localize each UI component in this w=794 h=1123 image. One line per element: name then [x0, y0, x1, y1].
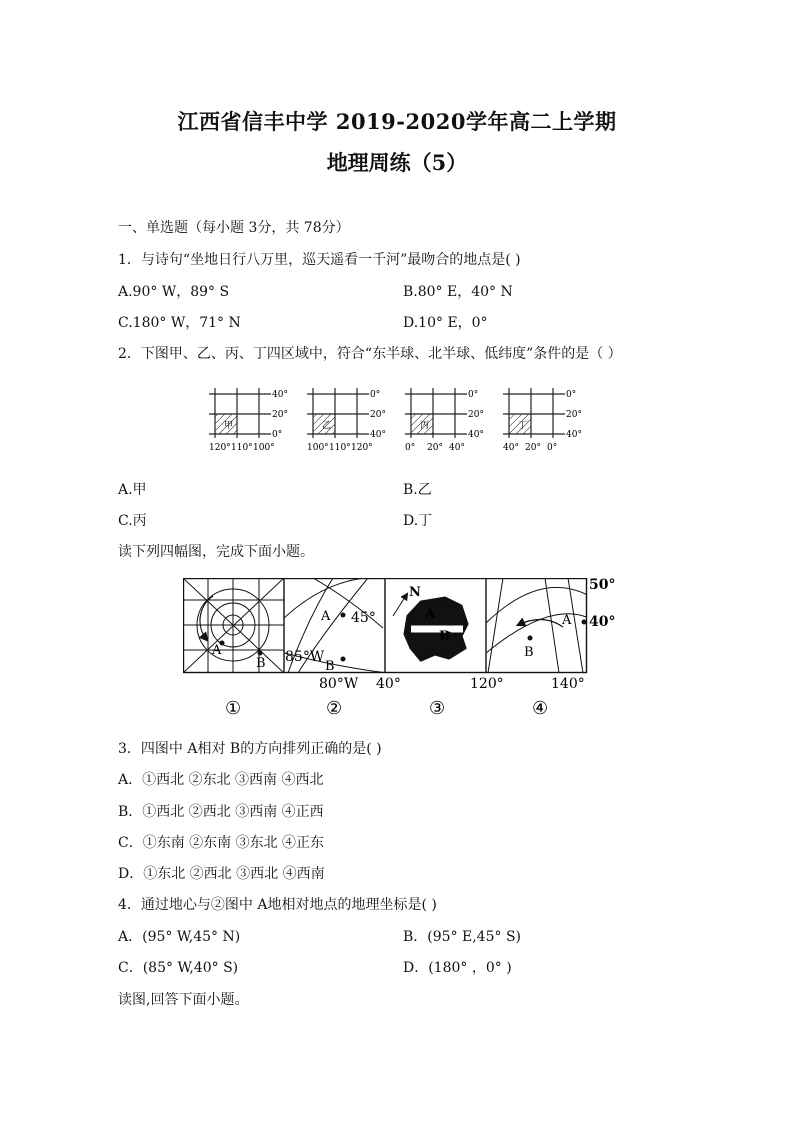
q1-option-b: B.80° E，40° N	[403, 284, 513, 300]
q2-stem: 2．下图甲、乙、丙、丁四区域中，符合“东半球、北半球、低纬度”条件的是（ ）	[118, 346, 622, 362]
q4-option-a: A．(95° W,45° N)	[118, 929, 241, 945]
q3-option-b: B．①西北 ②西北 ③西南 ④正西	[118, 804, 324, 820]
p4-lat-50: 50°	[589, 578, 616, 593]
p3-label-b: B	[439, 629, 450, 644]
bottom-label-140: 140°	[551, 676, 585, 692]
grid-lat-label: 0°	[272, 430, 283, 440]
grid-lon-label: 0°	[405, 443, 416, 453]
grid-lon-label: 20°	[427, 443, 443, 453]
grid-lat-label: 20°	[272, 410, 288, 420]
panel-number-4: ④	[532, 698, 549, 719]
grid-lat-label: 20°	[566, 410, 582, 420]
grid-panel-2	[307, 388, 386, 453]
q3-stem: 3．四图中 A相对 B的方向排列正确的是( )	[118, 741, 382, 757]
bottom-label-120: 120°	[470, 676, 504, 692]
p2-label-a: A	[321, 609, 331, 624]
p2-lon-80w: 80°W	[319, 676, 359, 692]
p3-label-n: N	[409, 585, 421, 600]
q2-option-b: B.乙	[403, 482, 432, 498]
q1-option-a: A.90° W，89° S	[118, 284, 230, 300]
p2-label-b: B	[325, 659, 335, 674]
intro-read-figure: 读图,回答下面小题。	[118, 992, 249, 1008]
p1-label-b: B	[256, 656, 266, 671]
bottom-label-40: 40°	[376, 676, 401, 692]
q4-stem: 4．通过地心与②图中 A地相对地点的地理坐标是( )	[118, 897, 437, 913]
document-title: 江西省信丰中学 2019-2020学年高二上学期	[177, 109, 617, 134]
q3-option-c: C．①东南 ②东南 ③东北 ④正东	[118, 835, 325, 851]
panel-number-1: ①	[225, 698, 242, 719]
q4-option-b: B．(95° E,45° S)	[403, 929, 522, 945]
panel-number-3: ③	[429, 698, 446, 719]
p1-label-a: A	[212, 643, 222, 658]
q2-option-d: D.丁	[403, 513, 433, 529]
grid-lat-label: 0°	[370, 390, 381, 400]
q2-option-c: C.丙	[118, 513, 147, 529]
q1-stem: 1．与诗句“坐地日行八万里，巡天遥看一千河”最吻合的地点是( )	[118, 252, 521, 268]
grid-region-label: 丁	[518, 421, 528, 431]
grid-lon-label: 40°	[449, 443, 465, 453]
grid-lon-label: 20°	[525, 443, 541, 453]
grid-lat-label: 0°	[468, 390, 479, 400]
panel-number-2: ②	[326, 698, 343, 719]
grid-lat-label: 40°	[566, 430, 582, 440]
panel-1-polar	[183, 578, 284, 673]
grid-lon-label: 100°	[307, 443, 329, 453]
q3-option-a: A．①西北 ②东北 ③西南 ④西北	[118, 772, 324, 788]
p2-angle: 45°	[351, 610, 376, 626]
grid-lon-label: 110°	[231, 443, 253, 453]
grid-region-label: 甲	[224, 421, 234, 431]
grid-lon-label: 120°	[209, 443, 231, 453]
grid-lat-label: 20°	[468, 410, 484, 420]
grid-lon-label: 0°	[547, 443, 558, 453]
section-heading: 一、单选题（每小题 3分，共 78分）	[118, 220, 350, 236]
q4-option-d: D．(180° ，0° )	[403, 960, 512, 976]
grid-lat-label: 20°	[370, 410, 386, 420]
grid-lat-label: 40°	[468, 430, 484, 440]
panel-3-island	[393, 594, 467, 660]
grid-lon-label: 120°	[351, 443, 373, 453]
intro-four-figures: 读下列四幅图，完成下面小题。	[118, 544, 314, 560]
grid-region-label: 乙	[322, 421, 332, 431]
panel-4-arcs	[486, 578, 593, 673]
grid-lon-label: 40°	[503, 443, 519, 453]
q1-option-c: C.180° W，71° N	[118, 315, 241, 331]
q3-option-d: D．①东北 ②西北 ③西北 ④西南	[118, 866, 325, 882]
p2-lon-85w: 85°W	[285, 649, 325, 665]
grid-panel-4	[503, 388, 582, 453]
p4-label-b: B	[524, 645, 534, 660]
p4-lat-40: 40°	[589, 614, 616, 630]
grid-panel-3	[405, 388, 484, 453]
grid-lon-label: 100°	[253, 443, 275, 453]
grid-lat-label: 40°	[370, 430, 386, 440]
grid-lon-label: 110°	[329, 443, 351, 453]
q4-option-c: C．(85° W,40° S)	[118, 960, 239, 976]
four-maps-figure	[183, 578, 623, 720]
p4-label-a: A	[562, 613, 572, 628]
grid-lat-label: 0°	[566, 390, 577, 400]
q2-option-a: A.甲	[118, 482, 147, 498]
grid-region-label: 丙	[420, 421, 430, 431]
q2-grid-figure	[205, 384, 595, 454]
grid-panel-1	[209, 388, 288, 453]
grid-lat-label: 40°	[272, 390, 288, 400]
document-subtitle: 地理周练（5）	[326, 150, 468, 175]
q1-option-d: D.10° E，0°	[403, 315, 488, 331]
p3-label-a: A	[425, 607, 436, 622]
